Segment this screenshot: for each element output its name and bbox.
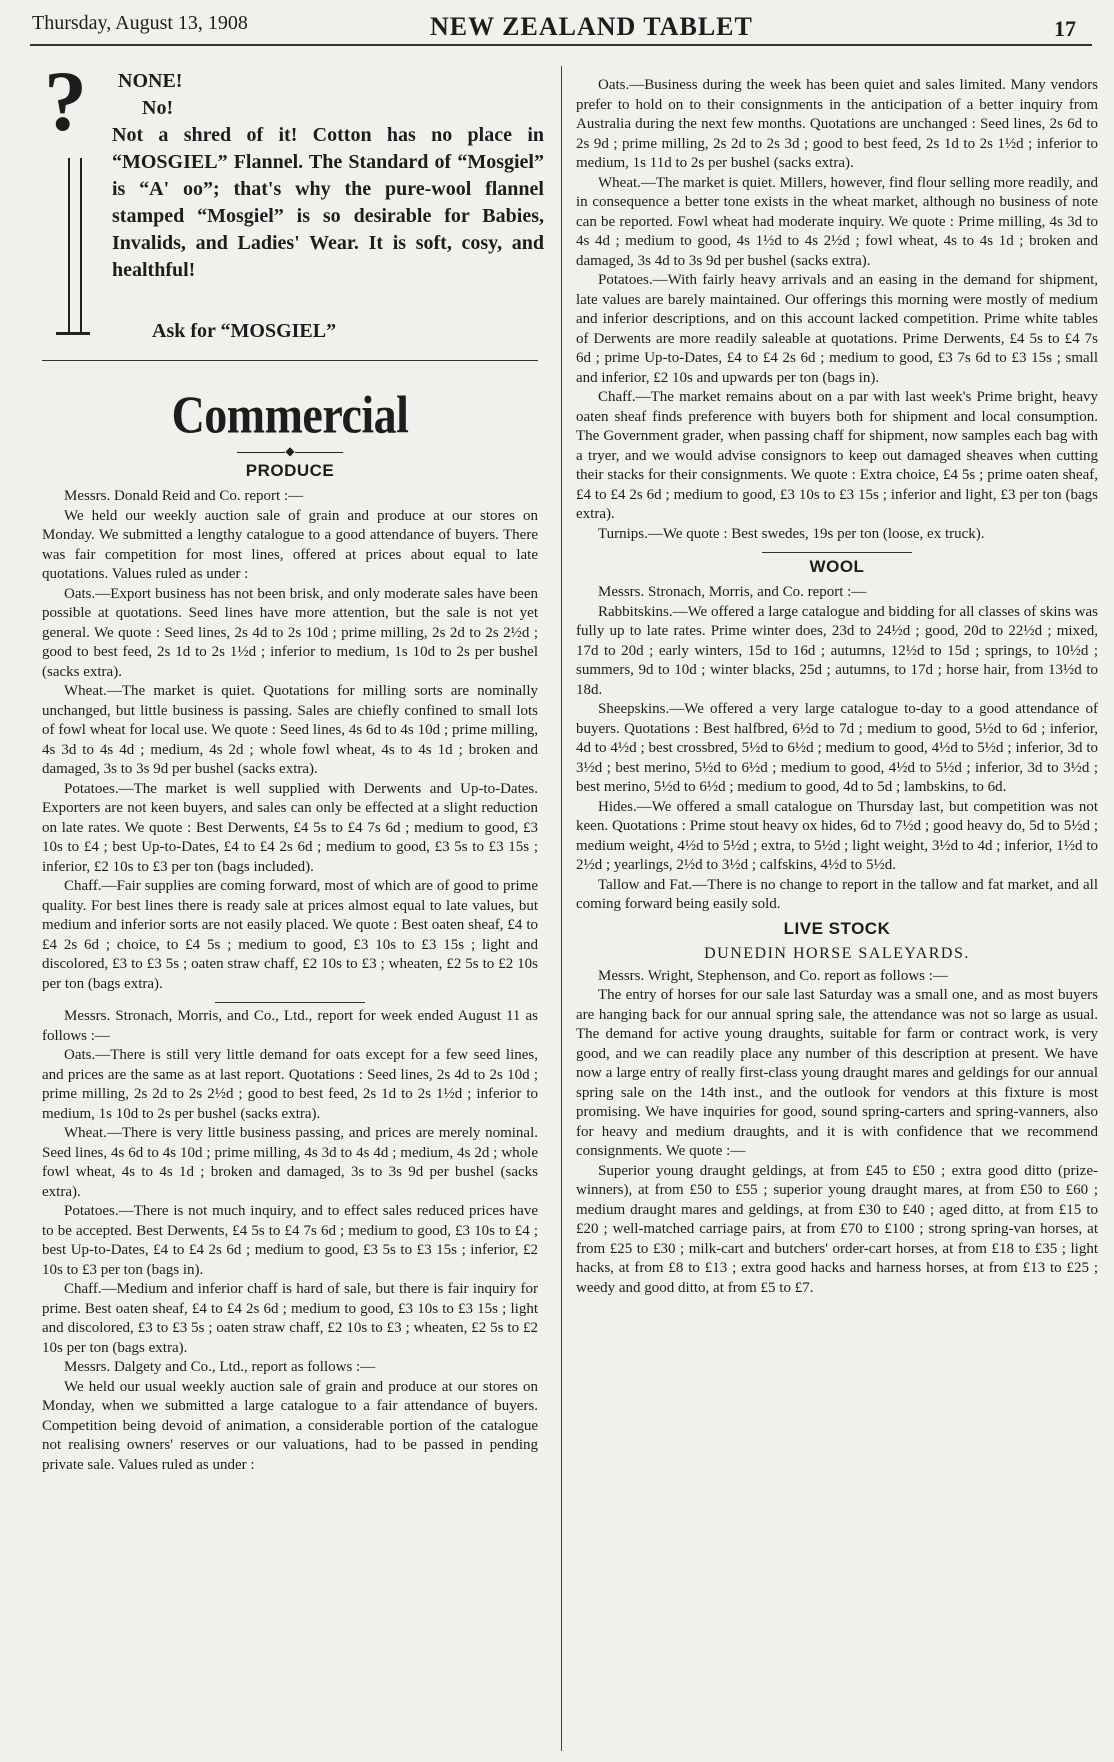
section-title: Commercial bbox=[171, 385, 409, 444]
produce-paragraph: Messrs. Donald Reid and Co. report :— bbox=[64, 488, 304, 504]
livestock-paragraph: Messrs. Wright, Stephenson, and Co. report as follows :— bbox=[598, 967, 948, 984]
produce-paragraph: Oats.—There is still very little demand for oats except for a few seed lines, and prices are the same as at last report. Quotations : Seed lines, 2s 4d to 2s 10d ; prime milling, 2s 2d to 2s 2½d ; good to best feed, 2s 1d to 2s 1½d ; inferior to medium, 1s 10d to 2s per bushel (sacks extra). bbox=[42, 1047, 538, 1122]
ad-decorative-foot bbox=[56, 332, 90, 335]
produce-paragraph: Wheat.—The market is quiet. Millers, however, find flour selling more readily, and in consequence a better tone exists in the wheat market, although no business of note can be reported. Fowl wheat had moderate inquiry. We quote : Prime milling, 4s 3d to 4s 4d ; medium to good, 4s 1½d to 4s 2½d ; fowl wheat, 4s to 4s 1d ; broken and damaged, 3s 4d to 3s 9d per bushel (sacks extra). bbox=[576, 174, 1098, 269]
produce-paragraph: Chaff.—Fair supplies are coming forward, most of which are of good to prime quality. For best lines there is ready sale at prices almost equal to late values, but medium and inferior sorts are not easily placed. We quote : Best oaten sheaf, £4 to £4 2s 6d ; choice, to £4 5s ; medium to good, £3 10s to £3 15s ; light and discolored, £3 to £3 5s ; oaten straw chaff, £2 10s to £3 ; wheaten, £2 5s to £2 10s per ton (bags extra). bbox=[42, 878, 538, 992]
wool-paragraph: Rabbitskins.—We offered a large catalogue and bidding for all classes of skins was fully up to late rates. Prime winter does, 23d to 24½d ; good, 20d to 22½d ; mixed, 17d to 20d ; early winters, 15d to 16d ; autumns, 12½d to 15d ; springs, to 10½d ; summers, 9d to 10d ; winter blacks, 25d ; autumns, to 17d ; horse hair, from 13½d to 18d. bbox=[576, 603, 1098, 698]
masthead-rule bbox=[30, 44, 1092, 46]
ad-ask-line: Ask for “MOSGIEL” bbox=[152, 320, 337, 342]
left-column bbox=[42, 53, 544, 1475]
mosgiel-advertisement bbox=[42, 53, 544, 364]
produce-paragraph: Wheat.—There is very little business passing, and prices are merely nominal. Seed lines, 4s 6d to 4s 10d ; prime milling, 4s 3d to 4s 4d ; medium, 4s 2d ; whole fowl wheat, 4s to 4s 1d ; broken and damaged, 3s to 3s 9d per bushel (sacks extra). bbox=[42, 1125, 538, 1200]
wool-heading: WOOL bbox=[809, 557, 865, 576]
section-divider bbox=[762, 552, 912, 553]
column-divider bbox=[561, 66, 562, 1751]
produce-paragraph: Messrs. Dalgety and Co., Ltd., report as follows :— bbox=[64, 1359, 376, 1375]
ad-bottom-rule bbox=[42, 360, 538, 361]
produce-paragraph: We held our weekly auction sale of grain and produce at our stores on Monday. We submitted a lengthy catalogue to a good attendance of buyers. There was fair competition for most lines, offered at prices about equal to late quotations. Values ruled as under : bbox=[42, 507, 538, 582]
produce-paragraph: Turnips.—We quote : Best swedes, 19s per ton (loose, ex truck). bbox=[598, 525, 985, 542]
livestock-subheading: DUNEDIN HORSE SALEYARDS. bbox=[704, 944, 970, 962]
produce-paragraph: Wheat.—The market is quiet. Quotations for milling sorts are nominally unchanged, but little business is passing. Sales are chiefly confined to small lots of fowl wheat for local use. We quote : Seed lines, 4s 6d to 4s 10d ; prime milling, 4s 3d to 4s 4d ; medium, 4s 2d ; whole fowl wheat, 4s to 4s 1d ; broken and damaged, 3s to 3s 9d per bushel (sacks extra). bbox=[42, 683, 538, 777]
ad-decorative-bar bbox=[68, 158, 82, 334]
wool-paragraph: Tallow and Fat.—There is no change to report in the tallow and fat market, and all coming forward being easily sold. bbox=[576, 876, 1098, 912]
ornament-divider: ◆ bbox=[42, 445, 538, 457]
produce-paragraph: We held our usual weekly auction sale of grain and produce at our stores on Monday, when we submitted a large catalogue to a fair attendance of buyers. Competition being devoid of animation, a considerable portion of the catalogue not realising owners' reserves or our valuations, had to be passed in pending private sale. Values ruled as under : bbox=[42, 1378, 538, 1473]
produce-paragraph: Chaff.—Medium and inferior chaff is hard of sale, but there is fair inquiry for prime. Best oaten sheaf, £4 to £4 2s 6d ; medium to good, £3 10s to £3 15s ; light and discolored, £3 to £3 5s ; oaten straw chaff, £2 10s to £3 ; wheaten, £2 5s to £2 10s per ton (bags extra). bbox=[42, 1281, 538, 1356]
wool-paragraph: Hides.—We offered a small catalogue on Thursday last, but competition was not keen. Quotations : Prime stout heavy ox hides, 6d to 7½d ; good heavy do, 5d to 5½d ; medium weight, 4½d to 5½d ; extra, to 5½d ; light weight, 3½d to 4d ; inferior, 1½d to 2½d ; yearlings, 2½d to 3½d ; calfskins, 4½d to 5½d. bbox=[576, 798, 1098, 873]
produce-paragraph: Oats.—Export business has not been brisk, and only moderate sales have been possible at quotations. Seed lines have more attention, but the sale is not yet general. We quote : Seed lines, 2s 4d to 2s 10d ; prime milling, 2s 2d to 2s 2½d ; good to best feed, 2s 1d to 2s 1½d ; inferior to medium, 1s 10d to 2s per bushel (sacks extra). bbox=[42, 585, 538, 680]
issue-date: Thursday, August 13, 1908 bbox=[32, 12, 248, 34]
produce-paragraph: Messrs. Stronach, Morris, and Co., Ltd., report for week ended August 11 as follows :— bbox=[42, 1008, 538, 1044]
livestock-paragraph: Superior young draught geldings, at from £45 to £50 ; extra good ditto (prize-winners), at from £50 to £55 ; superior young draught mares, at from £50 to £60 ; medium draught mares and geldings, at from £30 to £40 ; aged ditto, at from £15 to £20 ; well-matched carriage pairs, at from £70 to £100 ; strong spring-van horses, at from £25 to £30 ; milk-cart and butchers' order-cart horses, at from £18 to £35 ; light hacks, at from £8 to £13 ; extra good hacks and harness horses, at from £13 to £25 ; weedy and good ditto, at from £5 to £7. bbox=[576, 1162, 1098, 1296]
page-number: 17 bbox=[1054, 16, 1076, 41]
masthead bbox=[30, 12, 1092, 46]
wool-paragraph: Sheepskins.—We offered a very large catalogue to-day to a good attendance of buyers. Quotations : Best halfbred, 6½d to 7d ; medium to good, 5½d to 6d ; inferior, 4d to 4½d ; best crossbred, 5½d to 6½d ; medium to good, 4½d to 5½d ; inferior, 3d to 3½d ; best merino, 5½d to 6½d ; medium to good, 4½d to 5½d ; inferior, 3d to 3½d ; best merino, 5½d to 6½d ; medium to good, 4d to 5d ; lambskins, to 6d. bbox=[576, 701, 1098, 795]
report-divider bbox=[215, 1002, 365, 1003]
newspaper-title: NEW ZEALAND TABLET bbox=[430, 12, 753, 41]
wool-paragraph: Messrs. Stronach, Morris, and Co. report :— bbox=[598, 584, 867, 600]
produce-paragraph: Chaff.—The market remains about on a par with last week's Prime bright, heavy oaten sheaf finds preference with buyers both for shipment and local consumption. The Government grader, when passing chaff for shipment, now samples each bag with a tryer, and we would advise consignors to keep out damaged sheaves when cutting their stacks for their consignments. We quote : Extra choice, £4 5s ; prime oaten sheaf, £4 to £4 2s 6d ; medium to good, £3 10s to £3 15s ; inferior and light, £3 per ton (bags extra). bbox=[576, 389, 1098, 522]
ad-line-2: No! bbox=[142, 97, 174, 119]
livestock-heading: LIVE STOCK bbox=[783, 918, 891, 938]
right-column bbox=[576, 76, 1098, 1298]
ad-text bbox=[112, 68, 544, 284]
produce-paragraph: Potatoes.—The market is well supplied with Derwents and Up-to-Dates. Exporters are not keen buyers, and sales can only be effected at a slight reduction on late rates. We quote : Best Derwents, £4 5s to £4 7s 6d ; medium to good, £3 10s to £4 ; best Up-to-Dates, £4 to £4 2s 6d ; medium to good, £3 5s to £3 15s ; inferior, £2 10s to £3 per ton (bags included). bbox=[42, 780, 538, 875]
produce-paragraph: Potatoes.—With fairly heavy arrivals and an easing in the demand for shipment, late values are barely maintained. Our offerings this morning were mostly of medium and inferior descriptions, and on this account lacked competition. Prime white tables of Derwents are more readily saleable at quotations. Prime Derwents, £4 5s to £4 7s 6d ; prime Up-to-Dates, £4 to £4 2s 6d ; medium to good, £3 7s 6d to £3 15s ; small and inferior, £2 10s and upwards per ton (bags in). bbox=[576, 272, 1098, 386]
livestock-paragraph: The entry of horses for our sale last Saturday was a small one, and as most buyers are hanging back for our annual spring sale, the attendance was not so large as usual. The demand for active young draughts, suitable for farm or contract work, is very good, and we can readily place any number of this description at present. We have now a large entry of really first-class young draught mares and geldings for our annual spring sale on the 14th inst., and the outlook for vendors at this fixture is most promising. We have inquiries for good, sound spring-carters and spring-vanners, also for heavy and medium draughts, and it is with confidence that we recommend consignments. We quote :— bbox=[576, 987, 1098, 1159]
ad-line-1: NONE! bbox=[118, 70, 183, 92]
produce-heading: PRODUCE bbox=[245, 461, 335, 480]
produce-paragraph: Potatoes.—There is not much inquiry, and to effect sales reduced prices have to be accepted. Best Derwents, £4 5s to £4 7s 6d ; medium to good, £3 10s to £4 ; best Up-to-Dates, £4 to £4 2s 6d ; medium to good, £3 5s to £3 15s ; inferior, £2 10s to £3 per ton (bags in). bbox=[42, 1203, 538, 1278]
question-mark-icon: ? bbox=[44, 53, 87, 149]
ad-line-3: Not a shred of it! Cotton has no place in “MOSGIEL” Flannel. The Standard of “Mosgiel” is “A' oo”; that's why the pure-wool flannel stamped “Mosgiel” is so desirable for Babies, Invalids, and Ladies' Wear. It is soft, cosy, and healthful! bbox=[112, 124, 544, 281]
produce-paragraph: Oats.—Business during the week has been quiet and sales limited. Many vendors prefer to hold on to their consignments in the anticipation of a better inquiry from Australia during the next few months. Quotations are unchanged : Seed lines, 2s 6d to 2s 9d ; prime milling, 2s 2d to 2s 3d ; good to best feed, 2s 1d to 2s 1½d ; inferior to medium, 1s 11d to 2s per bushel (sacks extra). bbox=[576, 77, 1098, 171]
